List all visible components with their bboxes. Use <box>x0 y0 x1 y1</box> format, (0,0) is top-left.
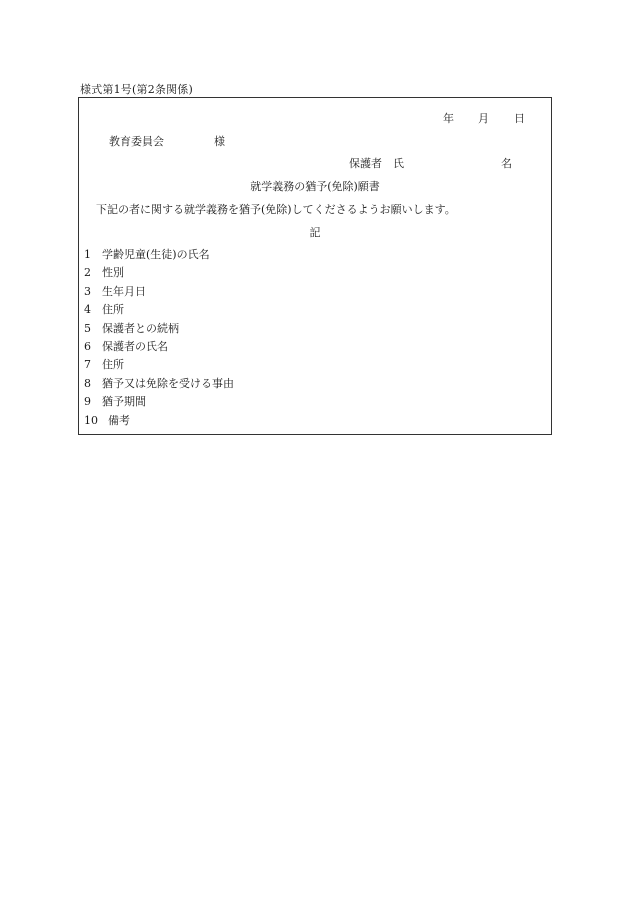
ki-heading: 記 <box>309 226 321 239</box>
document-title: 就学義務の猶予(免除)願書 <box>250 180 380 193</box>
item-number: 3 <box>84 284 91 298</box>
item-number: 8 <box>84 376 91 390</box>
list-item <box>84 320 234 338</box>
list-item <box>84 301 234 319</box>
list-item <box>84 264 234 282</box>
request-statement: 下記の者に関する就学義務を猶予(免除)してくださるようお願いします。 <box>96 203 456 216</box>
item-number: 9 <box>84 395 91 409</box>
item-label: 猶予又は免除を受ける事由 <box>102 376 234 390</box>
item-label: 学齢児童(生徒)の氏名 <box>102 248 210 261</box>
item-number: 7 <box>84 358 91 372</box>
item-label: 生年月日 <box>102 284 146 298</box>
guardian-name-label-end: 名 <box>501 157 512 170</box>
date-day-label: 日 <box>514 112 525 125</box>
list-item <box>84 283 234 301</box>
item-label: 住所 <box>102 303 124 317</box>
item-label: 猶予期間 <box>102 395 146 409</box>
list-item <box>84 356 234 374</box>
guardian-name-label: 保護者 氏 <box>349 157 404 170</box>
application-form <box>78 97 552 435</box>
list-item <box>84 393 234 411</box>
list-item <box>84 338 234 356</box>
item-list <box>84 246 234 430</box>
list-item <box>84 412 234 430</box>
item-label: 保護者との続柄 <box>102 321 179 335</box>
item-label: 性別 <box>102 266 124 280</box>
item-number: 10 <box>84 413 98 427</box>
recipient-honorific: 様 <box>214 135 225 148</box>
item-number: 4 <box>84 303 91 317</box>
item-label: 保護者の氏名 <box>102 339 168 353</box>
item-label: 住所 <box>102 358 124 372</box>
item-number: 1 <box>84 248 91 261</box>
item-number: 6 <box>84 339 91 353</box>
item-label: 備考 <box>108 413 130 427</box>
form-label: 様式第1号(第2条関係) <box>80 83 193 96</box>
date-month-label: 月 <box>478 112 489 125</box>
recipient-name: 教育委員会 <box>109 135 164 148</box>
item-number: 2 <box>84 266 91 280</box>
date-year-label: 年 <box>443 112 454 125</box>
list-item <box>84 246 234 264</box>
item-number: 5 <box>84 321 91 335</box>
list-item <box>84 375 234 393</box>
